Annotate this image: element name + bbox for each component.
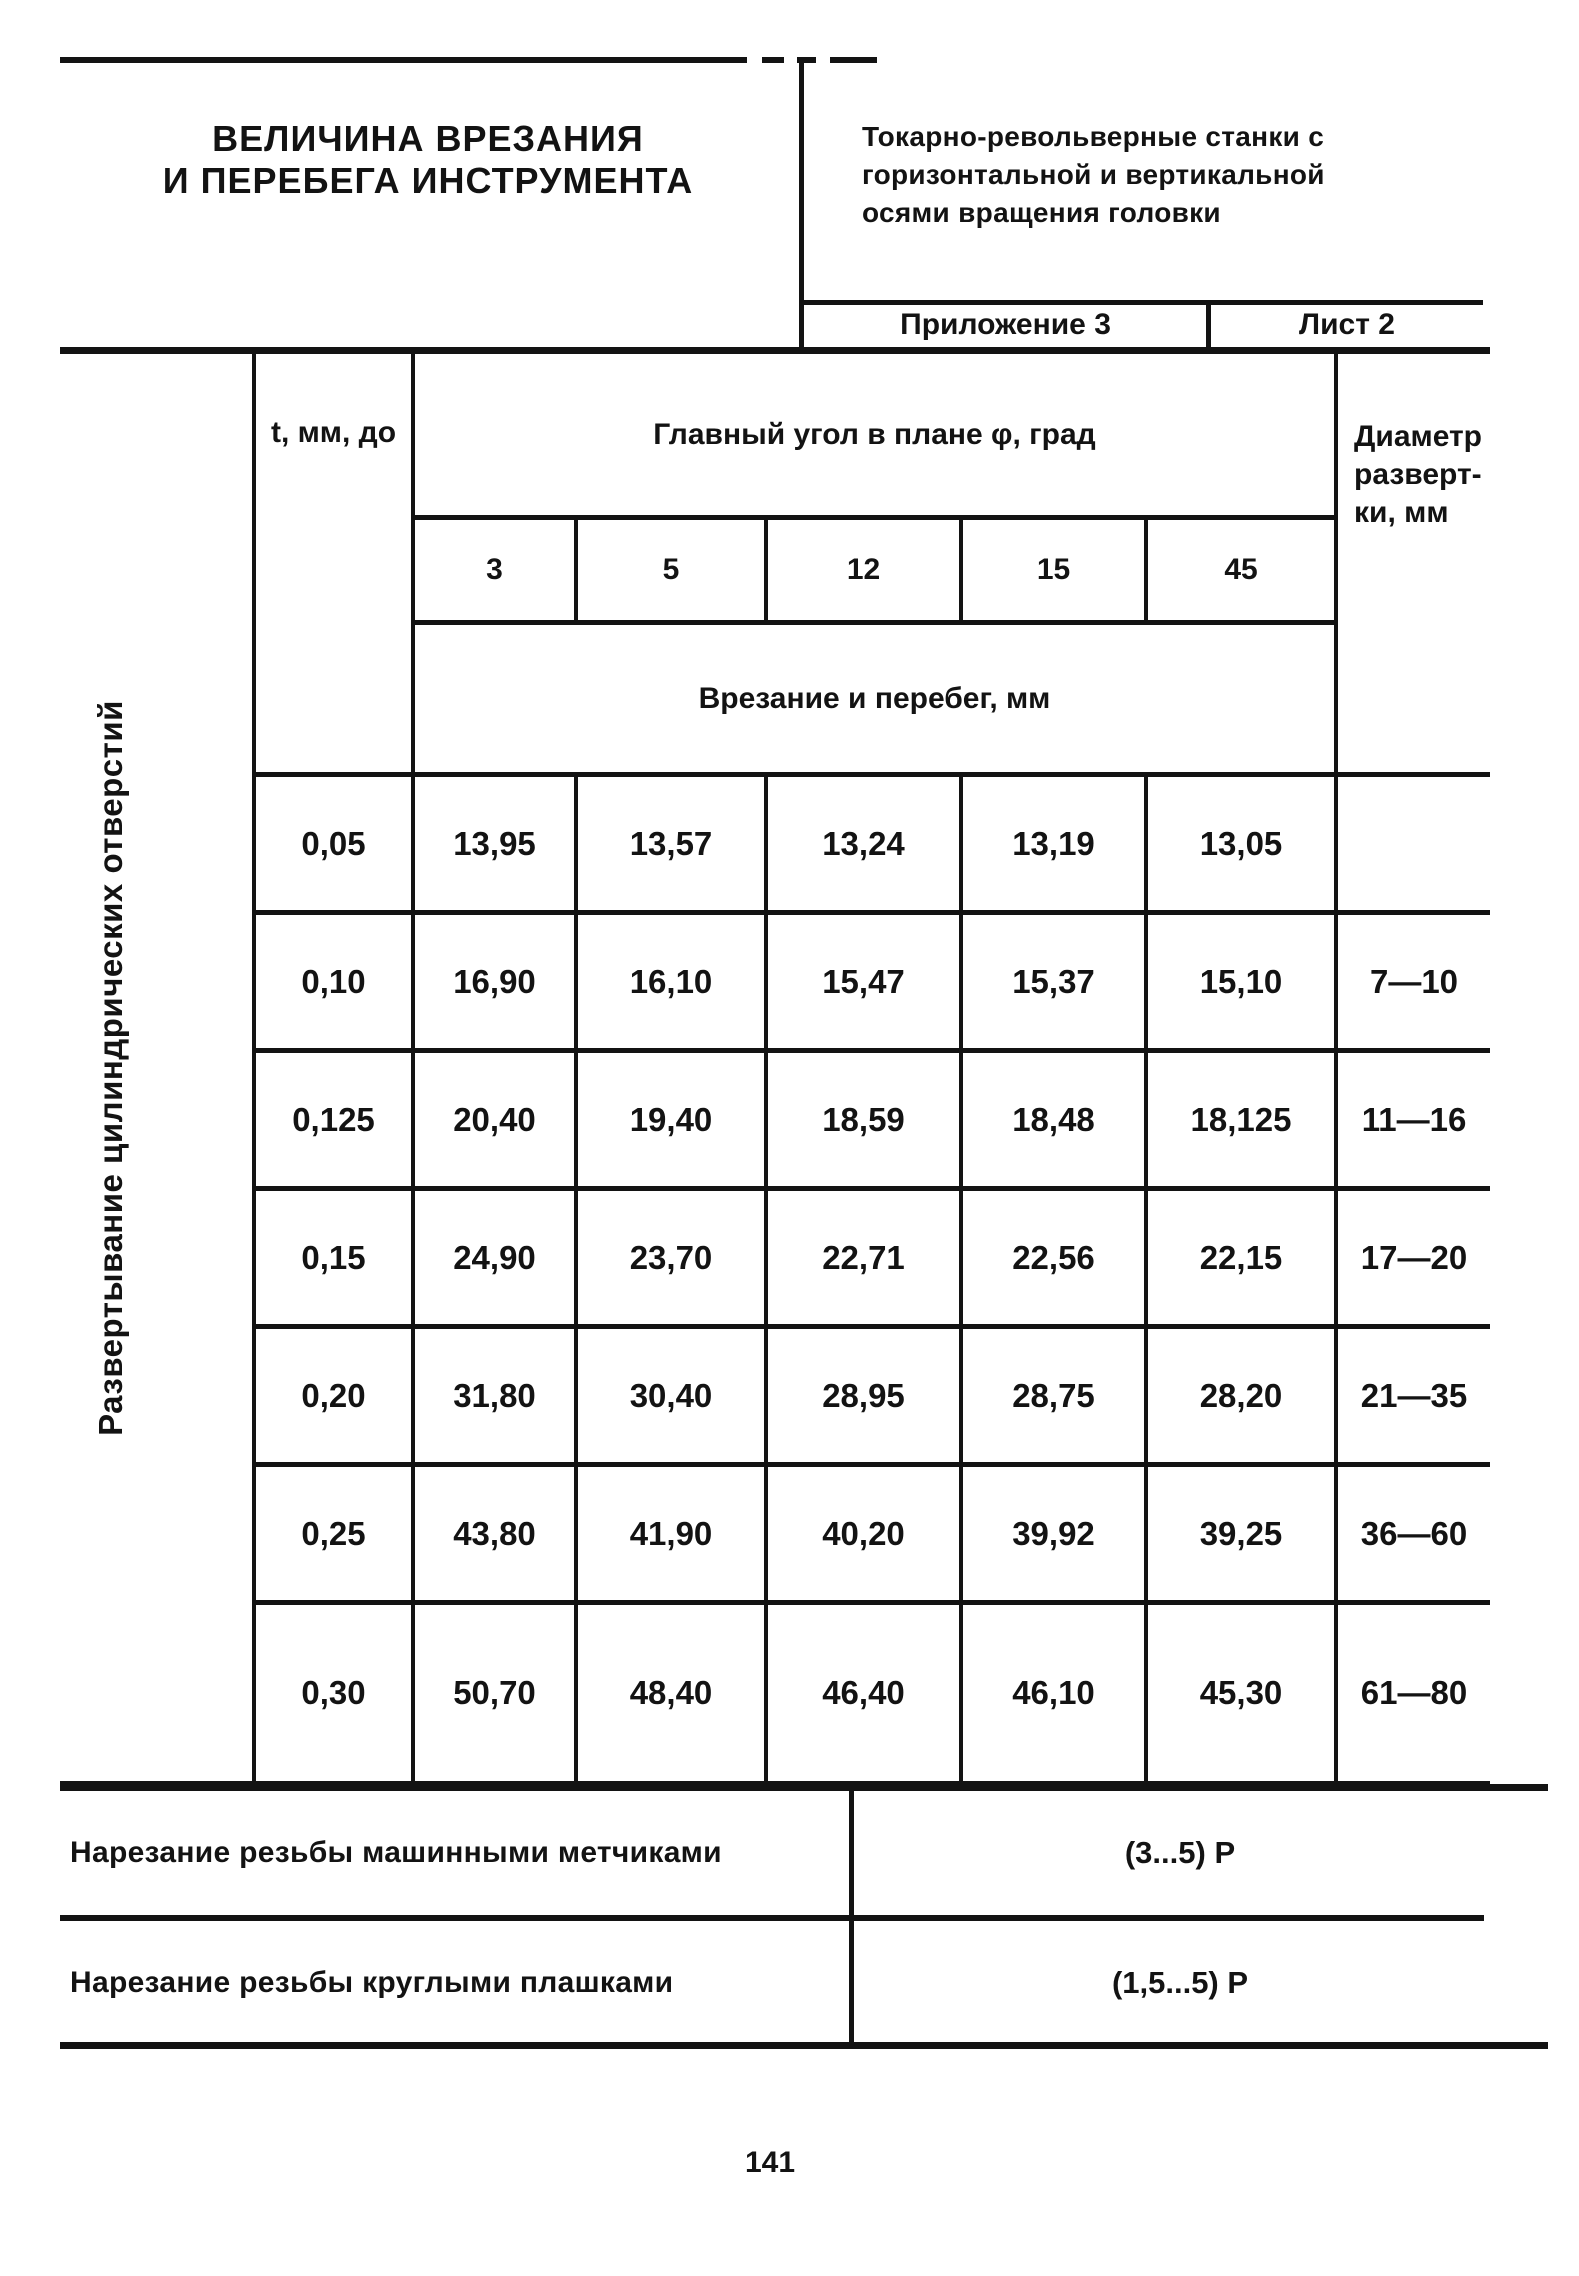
main-table [60, 347, 1490, 1788]
page-title-line1: ВЕЛИЧИНА ВРЕЗАНИЯ [212, 118, 644, 159]
angle-col-header-45: 45 [1148, 520, 1338, 625]
machine-description [862, 118, 1402, 232]
top-rule-segment [830, 57, 877, 63]
cell-value: 13,19 [963, 777, 1148, 915]
machine-description-line1: Токарно-револьверные станки с [862, 121, 1325, 152]
cell-value: 43,80 [415, 1467, 578, 1605]
cell-diameter: 61—80 [1338, 1605, 1490, 1788]
cell-value: 18,48 [963, 1053, 1148, 1191]
col-header-diameter-line3: ки, мм [1354, 496, 1449, 529]
bottom-section-mid-rule [60, 1915, 1484, 1921]
thread-die-value: (1,5...5) Р [1111, 1965, 1249, 2000]
cell-value: 45,30 [1148, 1605, 1338, 1788]
cell-value: 39,92 [963, 1467, 1148, 1605]
cell-t: 0,125 [256, 1053, 415, 1191]
cell-t: 0,05 [256, 777, 415, 915]
machine-description-line2: горизонтальной и вертикальной [862, 159, 1325, 190]
page-number: 141 [744, 2146, 796, 2179]
cell-diameter: 11—16 [1338, 1053, 1490, 1191]
cell-value: 16,10 [578, 915, 768, 1053]
col-header-diameter-line1: Диаметр [1354, 420, 1482, 453]
cell-value: 24,90 [415, 1191, 578, 1329]
angle-col-header-5: 5 [578, 520, 768, 625]
top-rule-segment [60, 57, 747, 63]
cell-diameter: 7—10 [1338, 915, 1490, 1053]
cell-value: 19,40 [578, 1053, 768, 1191]
angle-col-header-12: 12 [768, 520, 963, 625]
cell-diameter [1338, 777, 1490, 915]
col-header-angle-group: Главный угол в плане φ, град [415, 354, 1338, 520]
thread-tap-label: Нарезание резьбы машинными метчиками [70, 1836, 722, 1869]
cell-value: 46,10 [963, 1605, 1148, 1788]
cell-value: 39,25 [1148, 1467, 1338, 1605]
machine-description-line3: осями вращения головки [862, 197, 1221, 228]
cell-value: 23,70 [578, 1191, 768, 1329]
col-header-diameter-line2: разверт- [1354, 458, 1482, 491]
annex-label: Приложение 3 [900, 308, 1111, 341]
cell-t: 0,15 [256, 1191, 415, 1329]
row-group-label: Развертывание цилиндрических отверстий [92, 699, 129, 1436]
cell-t: 0,25 [256, 1467, 415, 1605]
cell-value: 30,40 [578, 1329, 768, 1467]
cell-value: 41,90 [578, 1467, 768, 1605]
cell-value: 22,56 [963, 1191, 1148, 1329]
cell-value: 31,80 [415, 1329, 578, 1467]
col-header-t: t, мм, до [256, 354, 415, 777]
sheet-label: Лист 2 [1299, 308, 1395, 341]
row-group-cell [60, 354, 256, 1788]
cell-value: 18,59 [768, 1053, 963, 1191]
cell-value: 16,90 [415, 915, 578, 1053]
thread-die-label: Нарезание резьбы круглыми плашками [70, 1966, 674, 1999]
cell-t: 0,10 [256, 915, 415, 1053]
cell-diameter: 36—60 [1338, 1467, 1490, 1605]
cell-value: 13,95 [415, 777, 578, 915]
cell-t: 0,20 [256, 1329, 415, 1467]
cell-diameter: 21—35 [1338, 1329, 1490, 1467]
thread-tap-value: (3...5) Р [1124, 1835, 1236, 1870]
cell-value: 46,40 [768, 1605, 963, 1788]
top-rule-dash [762, 57, 784, 63]
cell-t: 0,30 [256, 1605, 415, 1788]
page-title-line2: И ПЕРЕБЕГА ИНСТРУМЕНТА [162, 160, 694, 201]
cell-value: 13,57 [578, 777, 768, 915]
cell-value: 28,20 [1148, 1329, 1338, 1467]
cell-value: 13,05 [1148, 777, 1338, 915]
subheader-cut-overrun: Врезание и перебег, мм [415, 625, 1338, 777]
cell-value: 18,125 [1148, 1053, 1338, 1191]
cell-value: 22,71 [768, 1191, 963, 1329]
col-header-diameter [1338, 354, 1490, 777]
cell-value: 50,70 [415, 1605, 578, 1788]
cell-value: 28,95 [768, 1329, 963, 1467]
bottom-section-top-rule [60, 1784, 1548, 1791]
bottom-section-bottom-rule [60, 2042, 1548, 2049]
cell-value: 22,15 [1148, 1191, 1338, 1329]
cell-value: 15,10 [1148, 915, 1338, 1053]
cell-value: 15,47 [768, 915, 963, 1053]
cell-value: 28,75 [963, 1329, 1148, 1467]
angle-col-header-3: 3 [415, 520, 578, 625]
cell-diameter: 17—20 [1338, 1191, 1490, 1329]
cell-value: 40,20 [768, 1467, 963, 1605]
cell-value: 15,37 [963, 915, 1148, 1053]
cell-value: 48,40 [578, 1605, 768, 1788]
cell-value: 13,24 [768, 777, 963, 915]
angle-col-header-15: 15 [963, 520, 1148, 625]
cell-value: 20,40 [415, 1053, 578, 1191]
page-title [128, 118, 728, 202]
